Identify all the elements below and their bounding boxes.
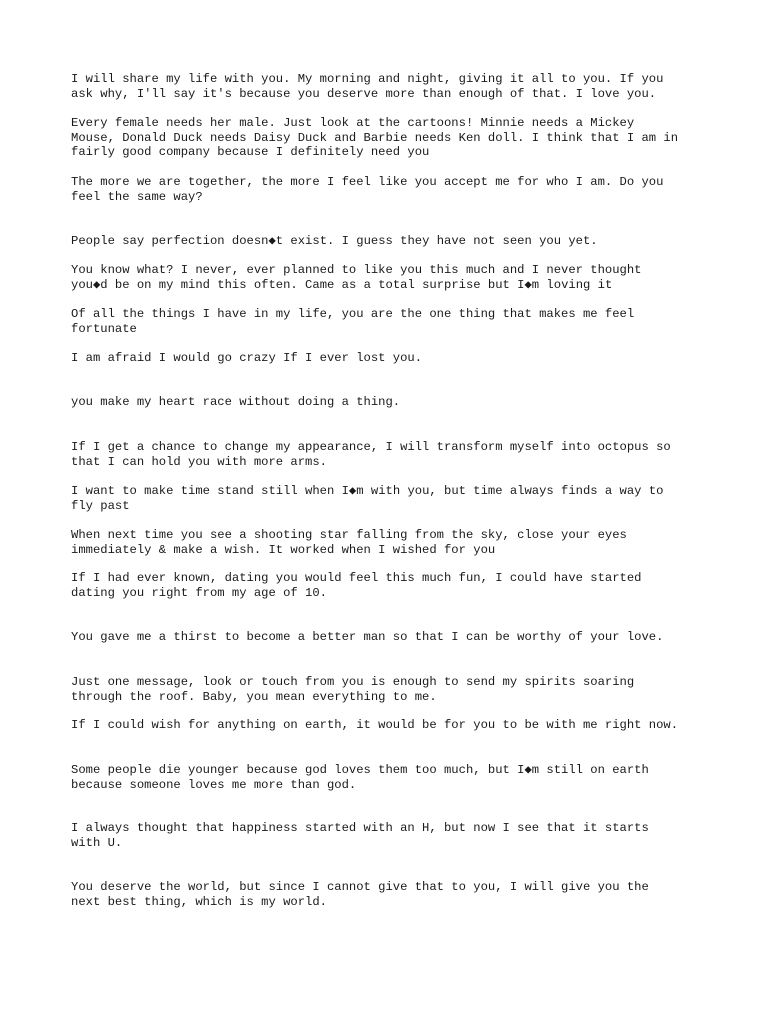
- paragraph: Some people die younger because god loves them too much, but I◆m still on earth because someone loves me more than god.: [71, 763, 649, 792]
- paragraph: You gave me a thirst to become a better man so that I can be worthy of your love.: [71, 630, 664, 644]
- paragraph: I will share my life with you. My morning and night, giving it all to you. If you ask why, I'll say it's because you deserve more than enough of that. I love you.: [71, 72, 664, 101]
- paragraph: Just one message, look or touch from you is enough to send my spirits soaring through the roof. Baby, you mean everything to me.: [71, 675, 635, 704]
- paragraph: The more we are together, the more I feel like you accept me for who I am. Do you feel the same way?: [71, 175, 664, 204]
- paragraph: I want to make time stand still when I◆m with you, but time always finds a way to fly past: [71, 484, 664, 513]
- paragraph: I am afraid I would go crazy If I ever lost you.: [71, 351, 423, 365]
- paragraph: Of all the things I have in my life, you are the one thing that makes me feel fortunate: [71, 307, 635, 336]
- paragraph: You know what? I never, ever planned to like you this much and I never thought you◆d be on my mind this often. Came as a total surprise but I◆m loving it: [71, 263, 642, 292]
- paragraph: Every female needs her male. Just look at the cartoons! Minnie needs a Mickey Mouse, Donald Duck needs Daisy Duck and Barbie needs Ken doll. I think that I am in fairly good company because I definitely need you: [71, 116, 679, 160]
- paragraph: you make my heart race without doing a thing.: [71, 395, 401, 409]
- paragraph: You deserve the world, but since I cannot give that to you, I will give you the next best thing, which is my world.: [71, 880, 649, 909]
- paragraph: If I get a chance to change my appearance, I will transform myself into octopus so that I can hold you with more arms.: [71, 440, 671, 469]
- paragraph: People say perfection doesn◆t exist. I guess they have not seen you yet.: [71, 234, 598, 248]
- paragraph: I always thought that happiness started with an H, but now I see that it starts with U.: [71, 821, 649, 850]
- paragraph: If I had ever known, dating you would feel this much fun, I could have started dating you right from my age of 10.: [71, 571, 642, 600]
- paragraph: If I could wish for anything on earth, it would be for you to be with me right now.: [71, 718, 679, 732]
- paragraph: When next time you see a shooting star falling from the sky, close your eyes immediately & make a wish. It worked when I wished for you: [71, 528, 627, 557]
